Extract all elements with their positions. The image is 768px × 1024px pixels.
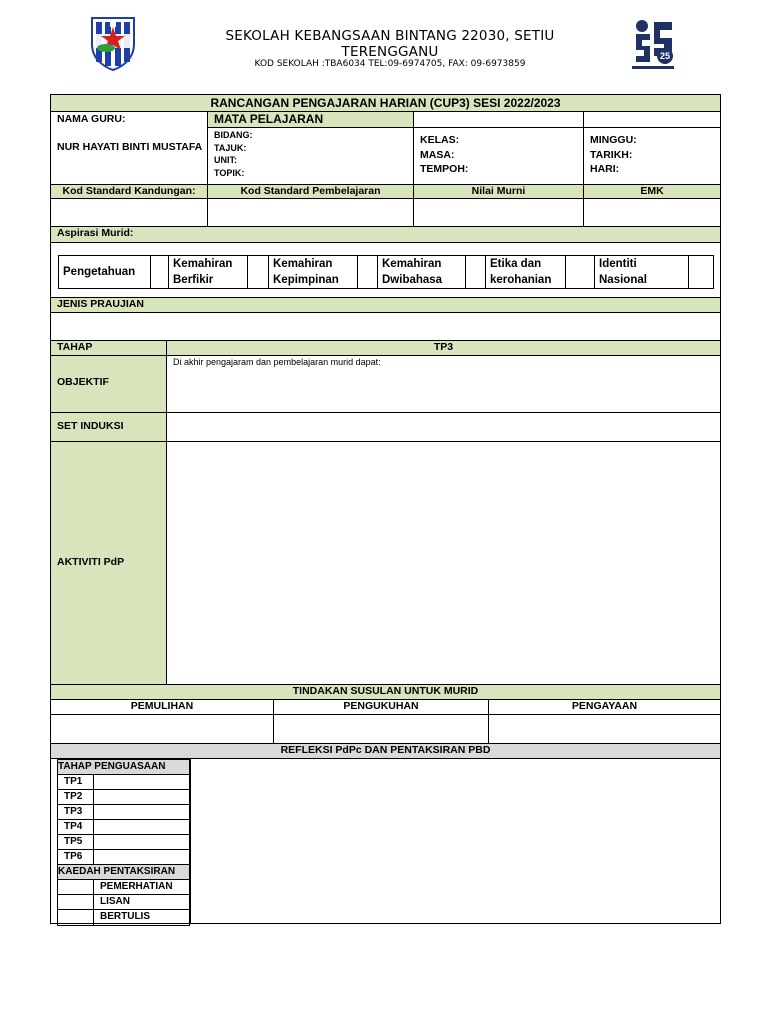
week-cell [584,112,720,184]
tempoh-label: TEMPOH: [420,163,469,175]
aspirasi-row [51,243,720,298]
school-name-line1: SEKOLAH KEBANGSAAN BINTANG 22030, SETIU [225,28,555,44]
teacher-subject-row [51,112,720,184]
pengayaan-value[interactable] [489,715,720,743]
letterhead [0,0,768,90]
aktiviti-label: AKTIVITI PdP [51,442,167,684]
emk-value[interactable] [584,199,720,226]
bertulis-label: BERTULIS [100,911,150,922]
bertulis-row[interactable] [58,910,189,925]
mata-pelajaran-label: MATA PELAJARAN [208,112,413,128]
pemerhatian-label: PEMERHATIAN [100,881,173,892]
refleksi-assessment-table [57,759,190,926]
aktiviti-row [51,442,720,685]
tarikh-label: TARIKH: [590,148,633,161]
aspirasi-identiti-nasional-check[interactable] [689,255,714,289]
aspirasi-etika-kerohanian: Etika dan kerohanian [486,255,566,289]
tp3-row[interactable] [58,805,189,820]
pemulihan-header: PEMULIHAN [51,700,274,714]
aspirasi-kemahiran-dwibahasa: Kemahiran Dwibahasa [378,255,466,289]
objektif-row [51,356,720,413]
refleksi-title: REFLEKSI PdPc DAN PENTAKSIRAN PBD [280,744,491,756]
objektif-text[interactable]: Di akhir pengajaram dan pembelajaran murid dapat: [173,357,381,367]
tp3-label: TP3 [58,805,94,819]
anniversary-logo [628,16,678,74]
tp6-row[interactable] [58,850,189,865]
school-contact: KOD SEKOLAH :TBA6034 TEL:09-6974705, FAX: 09-6973859 [254,59,526,69]
class-cell [414,112,584,184]
aspirasi-kemahiran-berfikir: Kemahiran Berfikir [169,255,248,289]
praujian-header-row [51,298,720,313]
kod-standard-pembelajaran-value[interactable] [208,199,414,226]
tp2-row[interactable] [58,790,189,805]
kod-standard-kandungan-header: Kod Standard Kandungan: [51,185,208,198]
pengayaan-header: PENGAYAAN [571,700,638,712]
aspirasi-pengetahuan-check[interactable] [151,255,169,289]
tp5-label: TP5 [58,835,94,849]
tp4-row[interactable] [58,820,189,835]
standards-header-row [51,184,720,199]
tindakan-value-row [51,715,720,744]
school-crest-logo [88,14,138,72]
set-induksi-label: SET INDUKSI [51,413,167,441]
aspirasi-identiti-nasional: Identiti Nasional [595,255,689,289]
tp1-label: TP1 [58,775,94,789]
pemerhatian-check[interactable] [58,880,94,894]
form-title: RANCANGAN PENGAJARAN HARIAN (CUP3) SESI 2022/2023 [210,96,561,110]
tp6-label: TP6 [58,850,94,864]
bidang-label: BIDANG: [214,130,253,140]
pemerhatian-row[interactable] [58,880,189,895]
hari-label: HARI: [590,163,620,175]
tindakan-title: TINDAKAN SUSULAN UNTUK MURID [292,685,479,697]
kelas-label: KELAS: [420,134,460,146]
nilai-murni-value[interactable] [414,199,584,226]
lisan-label: LISAN [100,896,130,907]
tajuk-label: TAJUK: [214,142,247,153]
tahap-penguasaan-label: TAHAP [51,341,167,355]
pengukuhan-header: PENGUKUHAN [274,700,489,714]
emk-header: EMK [640,185,664,197]
tahap-penguasaan-value: TP3 [433,341,454,353]
aktiviti-value[interactable] [167,442,720,684]
refleksi-notes[interactable] [191,759,720,923]
lesson-plan-form [50,94,721,924]
kod-standard-pembelajaran-header: Kod Standard Pembelajaran [208,185,414,198]
nilai-murni-header: Nilai Murni [414,185,584,198]
kod-standard-kandungan-value[interactable] [51,199,208,226]
aspirasi-kemahiran-dwibahasa-check[interactable] [466,255,486,289]
form-title-row [51,95,720,112]
nama-guru-value: NUR HAYATI BINTI MUSTAFA [57,141,203,153]
teacher-cell [51,112,208,184]
tp5-row[interactable] [58,835,189,850]
school-name-line2: TERENGGANU [341,44,439,60]
aspirasi-kemahiran-kepimpinan: Kemahiran Kepimpinan [269,255,358,289]
jenis-praujian-label: JENIS PRAUJIAN [57,298,144,310]
pengukuhan-value[interactable] [274,715,489,743]
nama-guru-label: NAMA GURU: [57,113,126,125]
aspirasi-etika-kerohanian-check[interactable] [566,255,595,289]
aspirasi-kemahiran-berfikir-check[interactable] [248,255,269,289]
masa-label: MASA: [420,148,455,161]
pemulihan-value[interactable] [51,715,274,743]
standards-value-row [51,199,720,227]
bertulis-check[interactable] [58,910,94,925]
minggu-label: MINGGU: [590,134,637,146]
tp1-row[interactable] [58,775,189,790]
set-induksi-value[interactable] [167,413,720,441]
anniversary-number: 25 [659,51,671,61]
lisan-check[interactable] [58,895,94,909]
refleksi-header-row [51,744,720,759]
objektif-label: OBJEKTIF [51,356,167,412]
set-induksi-row [51,413,720,442]
aspirasi-pengetahuan: Pengetahuan [58,255,151,289]
subject-cell [208,112,414,184]
tp4-label: TP4 [58,820,94,834]
unit-label: UNIT: [214,155,237,165]
subject-name-blank [414,112,583,128]
week-top-blank [584,112,720,128]
tindakan-header-row [51,685,720,700]
topik-label: TOPIK: [214,167,245,178]
aspirasi-header-row [51,227,720,243]
tp2-label: TP2 [58,790,94,804]
refleksi-tahap-label: TAHAP PENGUASAAN [58,760,189,775]
tahap-penguasaan-row [51,341,720,356]
school-name [200,28,580,60]
kaedah-pentaksiran-label: KAEDAH PENTAKSIRAN [58,865,189,880]
tindakan-subheader-row [51,700,720,715]
aspirasi-kemahiran-kepimpinan-check[interactable] [358,255,378,289]
praujian-value[interactable] [51,313,720,341]
aspirasi-label: Aspirasi Murid: [57,227,134,239]
refleksi-body [51,759,720,923]
lisan-row[interactable] [58,895,189,910]
